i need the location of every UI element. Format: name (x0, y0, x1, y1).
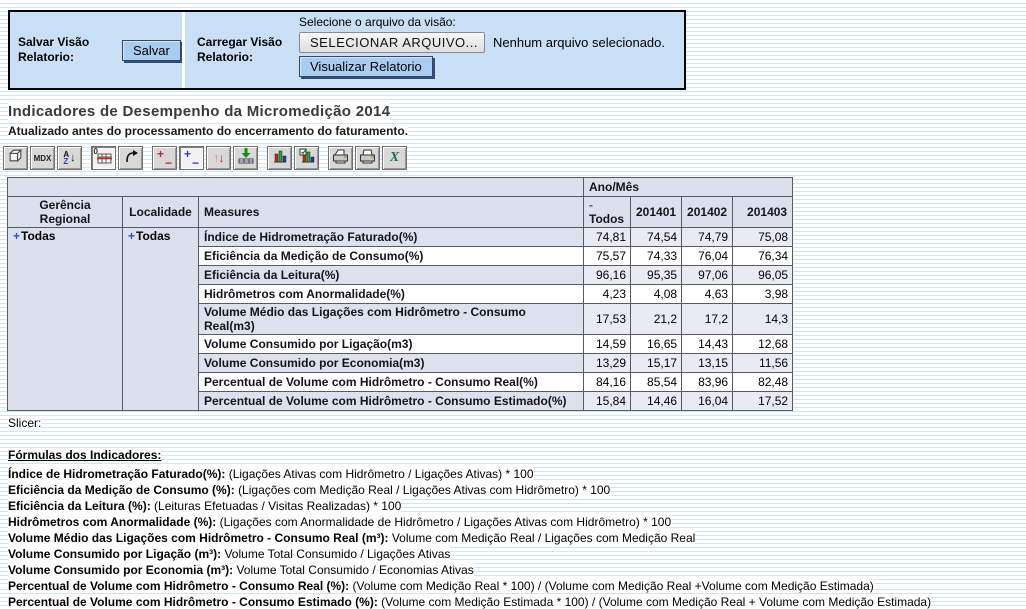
cell-value: 17,2 (682, 304, 733, 335)
drill-member-button[interactable] (152, 146, 177, 170)
sort-az-icon: A Z ↓ (63, 150, 76, 166)
mdx-icon: MDX (33, 153, 52, 163)
measure-label: Eficiência da Medição de Consumo(%) (199, 247, 584, 266)
formula-line: Volume Consumido por Economia (m³): Volume Total Consumido / Economias Ativas (8, 563, 474, 577)
collapse-icon[interactable]: - (589, 198, 593, 212)
formula-line: Hidrômetros com Anormalidade (%): (Ligações com Anormalidade de Hidrômetro / Ligações Ativas com Hidrômetro) * 100 (8, 515, 672, 529)
cell-value: 4,08 (631, 285, 682, 304)
suppress-empty-button[interactable] (91, 146, 116, 170)
formulas-section (8, 448, 1026, 609)
table-row (8, 228, 793, 247)
localidade-member-todas[interactable]: +Todas (123, 228, 199, 411)
measure-label: Índice de Hidrometração Faturado(%) (199, 228, 584, 247)
chart-config-icon (299, 148, 315, 169)
show-chart-button[interactable] (267, 146, 292, 170)
cell-value: 13,15 (682, 354, 733, 373)
drill-replace-icon: ↑↓ (213, 151, 224, 165)
measure-label: Percentual de Volume com Hidrômetro - Consumo Real(%) (199, 373, 584, 392)
mdx-editor-button[interactable] (30, 146, 55, 170)
drill-replace-button[interactable] (206, 146, 231, 170)
cell-value: 74,81 (584, 228, 631, 247)
page-title: Indicadores de Desempenho da Micromedição 2014 (8, 103, 391, 120)
report-view-form (8, 10, 686, 90)
cell-value: 96,05 (733, 266, 793, 285)
chart-icon (272, 148, 288, 169)
select-file-button[interactable]: SELECIONAR ARQUIVO... (299, 32, 485, 53)
cell-value: 85,54 (631, 373, 682, 392)
drill-through-button[interactable] (233, 146, 258, 170)
cell-value: 76,04 (682, 247, 733, 266)
pivot-corner-cell (8, 178, 584, 197)
cell-value: 17,52 (733, 392, 793, 411)
measure-label: Volume Consumido por Ligação(m3) (199, 335, 584, 354)
excel-icon: X (389, 150, 400, 165)
print-pdf-button[interactable] (355, 146, 380, 170)
print-config-button[interactable] (328, 146, 353, 170)
suppress-zero-icon: 0 (95, 150, 113, 166)
formula-line: Índice de Hidrometração Faturado(%): (Ligações Ativas com Hidrômetro / Ligações Ativas) * 100 (8, 467, 534, 481)
header-measures: Measures (199, 197, 584, 228)
sort-button[interactable] (57, 146, 82, 170)
view-report-button[interactable]: Visualizar Relatorio (299, 56, 433, 77)
swap-axes-icon (123, 148, 139, 169)
pivot-table (7, 177, 793, 411)
cell-value: 14,59 (584, 335, 631, 354)
drill-position-button[interactable] (179, 146, 204, 170)
file-status-text: Nenhum arquivo selecionado. (493, 35, 665, 50)
column-header-201403: 201403 (733, 197, 793, 228)
export-excel-button[interactable] (382, 146, 407, 170)
measure-label: Hidrômetros com Anormalidade(%) (199, 285, 584, 304)
cell-value: 84,16 (584, 373, 631, 392)
cell-value: 3,98 (733, 285, 793, 304)
expand-icon[interactable]: + (13, 229, 21, 243)
drill-through-icon (238, 147, 254, 169)
slicer-label: Slicer: (8, 416, 42, 430)
measure-label: Eficiência da Leitura(%) (199, 266, 584, 285)
formulas-heading: Fórmulas dos Indicadores: (8, 448, 162, 462)
measure-label: Volume Médio das Ligações com Hidrômetro - Consumo Real(m3) (199, 304, 584, 335)
cell-value: 74,33 (631, 247, 682, 266)
formula-line: Volume Consumido por Ligação (m³): Volume Total Consumido / Ligações Ativas (8, 547, 451, 561)
formula-line: Percentual de Volume com Hidrômetro - Consumo Real (%): (Volume com Medição Real * 100) / (Volume com Medição Real +Volume com Medição Estimada) (8, 579, 874, 593)
printer-icon (359, 148, 376, 169)
cell-value: 15,17 (631, 354, 682, 373)
cell-value: 74,54 (631, 228, 682, 247)
gerencia-member-todas[interactable]: +Todas (8, 228, 123, 411)
cell-value: 75,57 (584, 247, 631, 266)
drill-member-icon: + − (157, 146, 172, 170)
chart-config-button[interactable] (294, 146, 319, 170)
cell-value: 74,79 (682, 228, 733, 247)
cell-value: 95,35 (631, 266, 682, 285)
cell-value: 14,46 (631, 392, 682, 411)
print-setup-icon (332, 148, 349, 169)
column-axis-header: Ano/Mês (584, 178, 793, 197)
cell-value: 4,23 (584, 285, 631, 304)
formula-line: Volume Médio das Ligações com Hidrômetro - Consumo Real (m³): Volume com Medição Real / Ligações com Medição Real (8, 531, 696, 545)
file-prompt-label: Selecione o arquivo da visão: (299, 15, 456, 29)
header-gerencia-regional: Gerência Regional (8, 197, 123, 228)
column-header-201402: 201402 (682, 197, 733, 228)
cell-value: 82,48 (733, 373, 793, 392)
cell-value: 16,04 (682, 392, 733, 411)
cell-value: 14,43 (682, 335, 733, 354)
cell-value: 14,3 (733, 304, 793, 335)
measure-label: Volume Consumido por Economia(m3) (199, 354, 584, 373)
cell-value: 12,68 (733, 335, 793, 354)
formula-line: Eficiência da Leitura (%): (Leituras Efetuadas / Visitas Realizadas) * 100 (8, 499, 402, 513)
pivot-toolbar (3, 146, 1026, 170)
cell-value: 17,53 (584, 304, 631, 335)
cell-value: 11,56 (733, 354, 793, 373)
cell-value: 15,84 (584, 392, 631, 411)
cell-value: 4,63 (682, 285, 733, 304)
cube-icon (7, 147, 24, 169)
cell-value: 96,16 (584, 266, 631, 285)
header-localidade: Localidade (123, 197, 199, 228)
load-view-label: Carregar Visão Relatorio: (197, 35, 283, 64)
cell-value: 83,96 (682, 373, 733, 392)
measure-label: Percentual de Volume com Hidrômetro - Consumo Estimado(%) (199, 392, 584, 411)
cell-value: 97,06 (682, 266, 733, 285)
cell-value: 21,2 (631, 304, 682, 335)
drill-position-icon: + − (184, 146, 199, 170)
cell-value: 76,34 (733, 247, 793, 266)
cell-value: 16,65 (631, 335, 682, 354)
page-subtitle: Atualizado antes do processamento do encerramento do faturamento. (8, 124, 409, 138)
column-header-201401: 201401 (631, 197, 682, 228)
olap-navigator-button[interactable] (3, 146, 28, 170)
expand-icon[interactable]: + (128, 229, 136, 243)
formula-line: Eficiência da Medição de Consumo (%): (Ligações com Medição Real / Ligações Ativas com Hidrômetro) * 100 (8, 483, 611, 497)
formula-line: Percentual de Volume com Hidrômetro - Consumo Estimado (%): (Volume com Medição Estimada * 100) / (Volume com Medição Real + Volume com Medição Estimada) (8, 595, 932, 609)
cell-value: 13,29 (584, 354, 631, 373)
column-header-todos[interactable]: -Todos (584, 197, 631, 228)
cell-value: 75,08 (733, 228, 793, 247)
swap-axes-button[interactable] (118, 146, 143, 170)
save-button[interactable]: Salvar (122, 40, 181, 61)
save-view-label: Salvar Visão Relatorio: (18, 35, 90, 64)
